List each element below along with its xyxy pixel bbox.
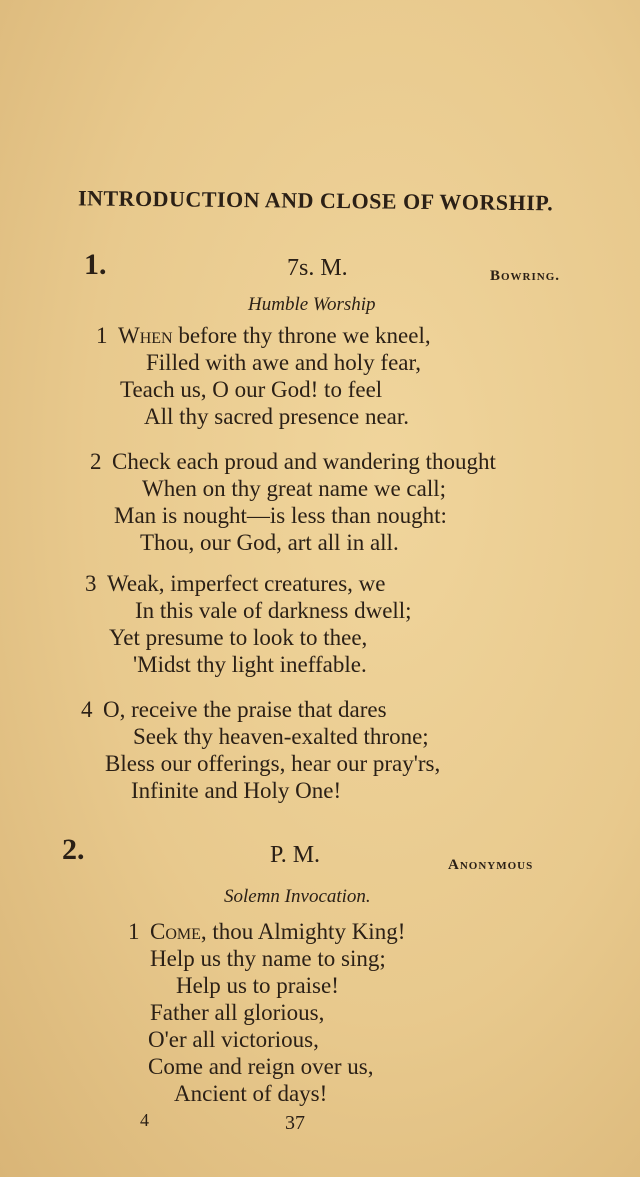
stanza-line: When on thy great name we call; bbox=[142, 476, 446, 501]
hymn-1-stanza-2 bbox=[90, 448, 496, 556]
stanza-line: Bless our offerings, hear our pray'rs, bbox=[105, 751, 441, 776]
line-text: before thy throne we kneel, bbox=[172, 323, 431, 348]
verse-number: 1 bbox=[128, 919, 140, 944]
verse-number: 1 bbox=[96, 323, 108, 348]
hymn-1-subtitle: Humble Worship bbox=[248, 294, 376, 315]
stanza-line: 'Midst thy light ineffable. bbox=[133, 652, 367, 677]
line-text: O, receive the praise that dares bbox=[103, 697, 387, 722]
stanza-line bbox=[81, 696, 440, 723]
stanza-line bbox=[128, 918, 405, 945]
line-text: Check each proud and wandering thought bbox=[112, 449, 496, 474]
section-title: INTRODUCTION AND CLOSE OF WORSHIP. bbox=[77, 185, 554, 216]
hymn-2-stanza-1 bbox=[128, 918, 405, 1107]
stanza-line: Help us to praise! bbox=[176, 973, 339, 998]
verse-number: 4 bbox=[81, 697, 93, 722]
stanza-line: Thou, our God, art all in all. bbox=[140, 530, 399, 555]
stanza-line: Filled with awe and holy fear, bbox=[146, 350, 422, 375]
stanza-line: Seek thy heaven-exalted throne; bbox=[133, 724, 429, 749]
hymn-2-number: 2. bbox=[62, 833, 85, 866]
hymn-1-stanza-1 bbox=[96, 322, 431, 430]
line-text: , thou Almighty King! bbox=[200, 919, 406, 944]
line-text: Weak, imperfect creatures, we bbox=[107, 571, 386, 596]
first-word: When bbox=[118, 323, 173, 348]
stanza-line: In this vale of darkness dwell; bbox=[135, 598, 412, 623]
stanza-line: Man is nought—is less than nought: bbox=[114, 503, 447, 528]
hymn-2-author: Anonymous bbox=[448, 857, 534, 873]
verse-number: 3 bbox=[85, 571, 97, 596]
stanza-line: Infinite and Holy One! bbox=[131, 778, 342, 803]
signature-mark: 4 bbox=[140, 1110, 149, 1130]
hymn-1-stanza-4 bbox=[81, 696, 440, 804]
hymn-2-subtitle: Solemn Invocation. bbox=[224, 886, 371, 907]
page-number: 37 bbox=[285, 1112, 305, 1134]
stanza-line: Ancient of days! bbox=[174, 1081, 328, 1106]
stanza-line: Come and reign over us, bbox=[148, 1054, 374, 1079]
stanza-line: Help us thy name to sing; bbox=[150, 946, 386, 971]
first-word: Come bbox=[150, 919, 201, 944]
stanza-line: Father all glorious, bbox=[150, 1000, 325, 1025]
stanza-line bbox=[85, 570, 412, 597]
hymn-1-author: Bowring. bbox=[490, 268, 561, 284]
stanza-line: Teach us, O our God! to feel bbox=[120, 377, 383, 402]
stanza-line: O'er all victorious, bbox=[148, 1027, 319, 1052]
stanza-line bbox=[90, 448, 496, 475]
stanza-line bbox=[96, 322, 431, 349]
hymn-1-stanza-3 bbox=[85, 570, 412, 678]
hymn-1-number: 1. bbox=[84, 248, 107, 281]
hymn-1-meter: 7s. M. bbox=[287, 255, 348, 281]
stanza-line: All thy sacred presence near. bbox=[144, 404, 410, 429]
hymn-2-meter: P. M. bbox=[270, 842, 321, 868]
verse-number: 2 bbox=[90, 449, 102, 474]
stanza-line: Yet presume to look to thee, bbox=[109, 625, 368, 650]
